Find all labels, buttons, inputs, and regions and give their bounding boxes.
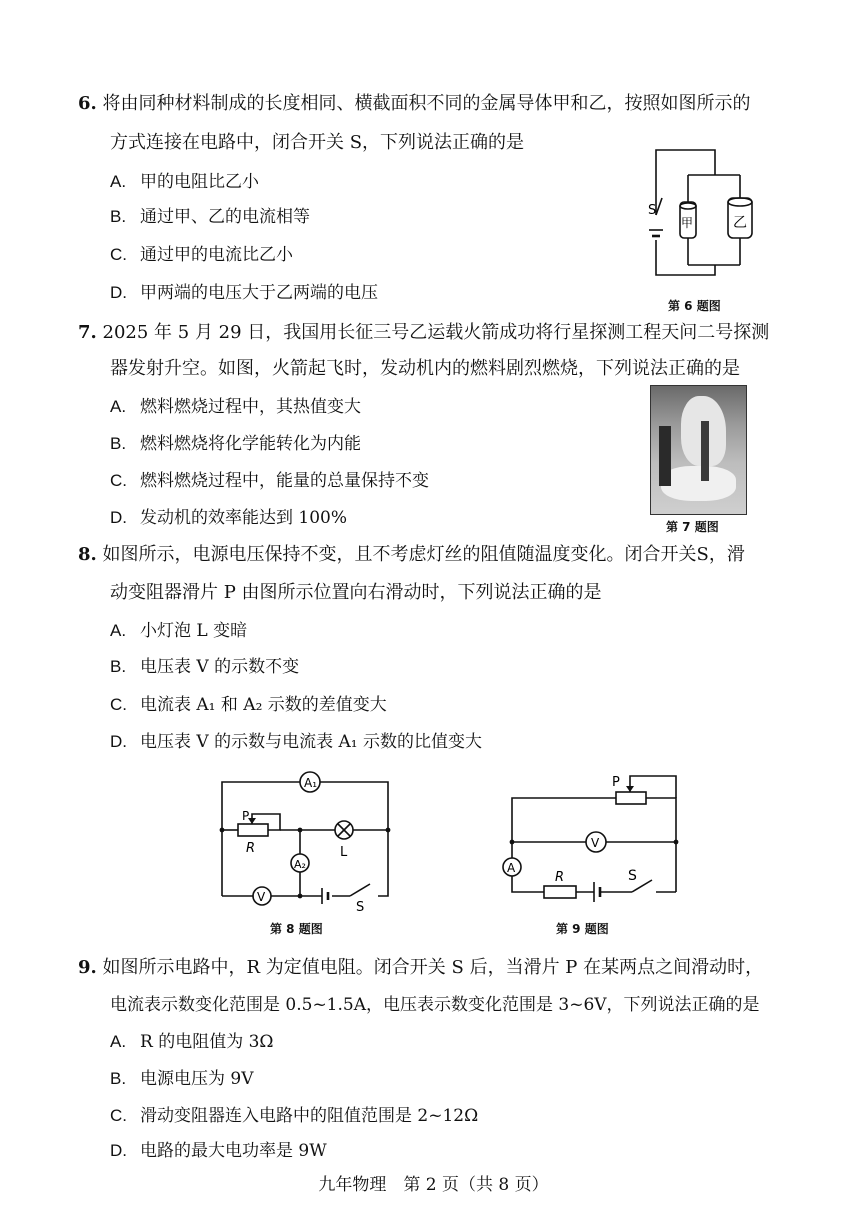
- q8-stem-text1: 如图所示，电源电压保持不变，且不考虑灯丝的阻值随温度变化。闭合开关S，滑: [102, 544, 745, 565]
- q9-stem-line1: [78, 956, 763, 980]
- q7-option-c: [110, 469, 429, 493]
- q8-l-label: L: [340, 845, 348, 860]
- q6-figure-caption: 第 6 题图: [668, 299, 721, 313]
- option-letter: B.: [110, 434, 127, 453]
- q8-circuit-diagram: [210, 768, 400, 915]
- option-text: 燃料燃烧过程中，其热值变大: [140, 397, 361, 417]
- option-letter: A.: [110, 172, 127, 191]
- option-letter: D.: [110, 508, 127, 527]
- q9-stem-line2: 电流表示数变化范围是 0.5~1.5A，电压表示数变化范围是 3~6V，下列说法正确的是: [110, 995, 760, 1015]
- option-letter: D.: [110, 283, 127, 302]
- q6-stem-line2: 方式连接在电路中，闭合开关 S，下列说法正确的是: [110, 132, 525, 153]
- q9-stem-text1: 如图所示电路中，R 为定值电阻。闭合开关 S 后，当滑片 P 在某两点之间滑动时，: [102, 957, 764, 978]
- q9-resistor: [544, 886, 576, 898]
- q8-slider-wire: [252, 814, 280, 830]
- option-text: 发动机的效率能达到 100%: [140, 508, 348, 528]
- q6-option-d: [110, 281, 378, 305]
- q8-option-c: [110, 693, 387, 717]
- q6-option-b: [110, 205, 310, 229]
- q8-stem-line1: [78, 543, 745, 567]
- q7-option-d: [110, 506, 347, 530]
- page-footer: 九年物理 第 2 页（共 8 页）: [318, 1175, 549, 1195]
- q6-option-c: [110, 243, 293, 267]
- q9-option-c: [110, 1104, 478, 1128]
- q9-v-label: V: [591, 836, 600, 850]
- q8-option-b: [110, 655, 299, 679]
- option-text: 甲两端的电压大于乙两端的电压: [140, 283, 378, 303]
- q6-circuit-diagram: [640, 140, 760, 280]
- q6-label-jia: 甲: [681, 216, 694, 230]
- q6-label-yi: 乙: [733, 215, 747, 231]
- option-letter: D.: [110, 1141, 127, 1160]
- option-text: 电压表 V 的示数与电流表 A₁ 示数的比值变大: [140, 732, 482, 752]
- q9-p-label: P: [612, 775, 620, 790]
- option-text: 通过甲、乙的电流相等: [140, 207, 310, 227]
- option-text: 燃料燃烧将化学能转化为内能: [140, 434, 361, 454]
- option-text: 滑动变阻器连入电路中的阻值范围是 2~12Ω: [140, 1106, 479, 1126]
- q6-stem-line1: [78, 92, 751, 116]
- q9-a-label: A: [507, 861, 516, 875]
- q8-s-label: S: [356, 900, 365, 915]
- q7-option-a: [110, 395, 361, 419]
- option-letter: D.: [110, 732, 127, 751]
- q6-wire-top: [656, 150, 715, 215]
- option-letter: C.: [110, 471, 127, 490]
- q6-number: 6.: [78, 93, 97, 114]
- option-letter: C.: [110, 245, 127, 264]
- option-text: 小灯泡 L 变暗: [140, 621, 248, 641]
- q7-stem-line1: [78, 321, 769, 345]
- option-letter: B.: [110, 1069, 127, 1088]
- q6-switch-label: S: [648, 203, 657, 218]
- option-text: 电压表 V 的示数不变: [140, 657, 300, 677]
- option-text: 通过甲的电流比乙小: [140, 245, 293, 265]
- q9-rheostat: [616, 792, 646, 804]
- q8-option-d: [110, 730, 482, 754]
- q7-option-b: [110, 432, 361, 456]
- option-text: 甲的电阻比乙小: [140, 172, 259, 192]
- option-text: 电流表 A₁ 和 A₂ 示数的差值变大: [140, 695, 387, 715]
- q9-option-b: [110, 1067, 254, 1091]
- option-letter: C.: [110, 695, 127, 714]
- option-letter: B.: [110, 657, 127, 676]
- q6-switch: [656, 198, 662, 215]
- q7-stem-line2: 器发射升空。如图，火箭起飞时，发动机内的燃料剧烈燃烧，下列说法正确的是: [110, 358, 740, 379]
- q7-figure-caption: 第 7 题图: [666, 520, 719, 534]
- q9-figure-caption: 第 9 题图: [556, 922, 609, 936]
- q9-s-label: S: [628, 868, 637, 884]
- q8-figure-caption: 第 8 题图: [270, 922, 323, 936]
- option-letter: A.: [110, 621, 127, 640]
- q8-v-label: V: [257, 890, 266, 904]
- q8-r-label: R: [246, 841, 256, 856]
- q8-option-a: [110, 619, 247, 643]
- option-text: 电源电压为 9V: [140, 1069, 254, 1089]
- q8-p-label: P: [242, 809, 250, 823]
- q9-number: 9.: [78, 957, 97, 978]
- option-text: 电路的最大电功率是 9W: [140, 1141, 327, 1161]
- q8-switch: [350, 884, 370, 896]
- q8-a2-label: A₂: [294, 858, 306, 871]
- q7-rocket-launch-photo: [650, 385, 747, 515]
- option-text: R 的电阻值为 3Ω: [140, 1032, 274, 1052]
- q6-stem-text1: 将由同种材料制成的长度相同、横截面积不同的金属导体甲和乙，按照如图所示的: [102, 93, 751, 114]
- q8-number: 8.: [78, 544, 97, 565]
- q9-option-d: [110, 1139, 327, 1163]
- q9-circuit-diagram: [494, 770, 684, 910]
- option-text: 燃料燃烧过程中，能量的总量保持不变: [140, 471, 429, 491]
- q8-stem-line2: 动变阻器滑片 P 由图所示位置向右滑动时，下列说法正确的是: [110, 582, 602, 603]
- q8-a1-label: A₁: [304, 776, 318, 790]
- option-letter: C.: [110, 1106, 127, 1125]
- option-letter: A.: [110, 1032, 127, 1051]
- q9-option-a: [110, 1030, 274, 1054]
- option-letter: A.: [110, 397, 127, 416]
- q6-wire-bottom: [656, 240, 715, 275]
- q8-rheostat: [238, 824, 268, 836]
- q9-slider-arrow: [626, 786, 634, 792]
- q6-option-a: [110, 170, 259, 194]
- q7-number: 7.: [78, 322, 97, 343]
- q7-stem-text1: 2025 年 5 月 29 日，我国用长征三号乙运载火箭成功将行星探测工程天问二号探测: [102, 322, 770, 343]
- q9-slider-wire: [630, 776, 676, 798]
- option-letter: B.: [110, 207, 127, 226]
- q9-r-label: R: [555, 870, 565, 885]
